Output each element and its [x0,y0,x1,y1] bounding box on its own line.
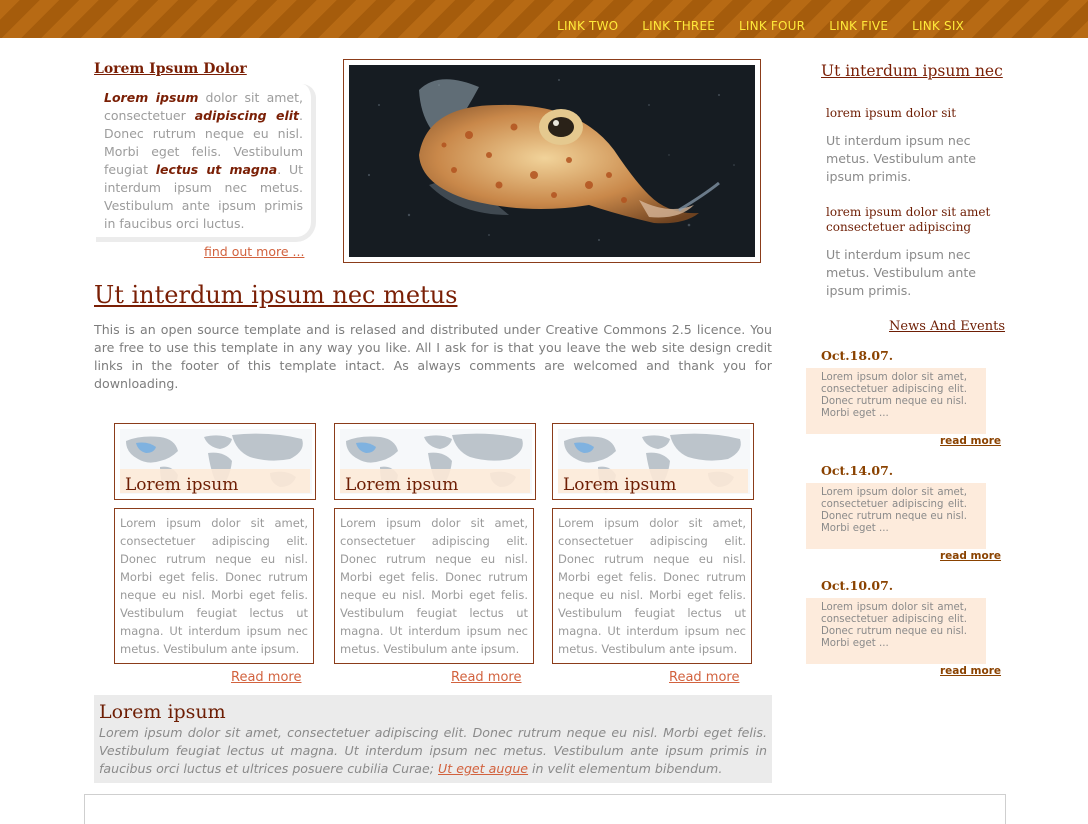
main-text: This is an open source template and is relased and distributed under Creative Commons 2.5 licence. You are free to use this template in any way you like. All I ask for is that you leave the web site design credit links in the footer of this template intact. As always comments are welcomed and thank you for downloading. [94,322,772,391]
sidebar-subheading: lorem ipsum dolor sit [826,106,957,120]
note-inline-link[interactable]: Ut eget augue [438,761,529,776]
find-out-more-link[interactable]: find out more ... [204,244,305,259]
card-title: Lorem ipsum [563,475,677,495]
news-read-more-link[interactable]: read more [940,665,1002,677]
intro-text-part: . Donec rutrum neque eu nisl. Morbi eget felis. Vestibulum feugiat [104,108,303,177]
card-title: Lorem ipsum [125,475,239,495]
sidebar-text: Ut interdum ipsum nec metus. Vestibulum ante ipsum primis. [826,133,976,184]
news-date: Oct.14.07. [821,463,894,478]
card-header [114,423,316,500]
news-read-more-link[interactable]: read more [940,550,1002,562]
intro-emphasis: lectus ut magna [155,162,278,177]
news-read-more-link[interactable]: read more [940,435,1002,447]
note-text [99,724,767,778]
news-summary: Lorem ipsum dolor sit amet, consectetuer adipiscing elit. Donec rutrum neque eu nisl. Morbi eget ... [806,368,986,434]
main-title[interactable]: Ut interdum ipsum nec metus [94,281,458,309]
hero-image-frame [343,59,761,263]
nav-link-three[interactable]: LINK THREE [642,19,716,33]
footer [84,794,1006,824]
squid-photo [349,65,755,257]
intro-text-part: . Ut interdum ipsum nec metus. Vestibulum ante ipsum primis in faucibus orci luctus. [104,162,303,231]
intro-text [104,89,303,233]
news-date: Oct.10.07. [821,578,894,593]
intro-title[interactable]: Lorem Ipsum Dolor [94,61,247,77]
news-summary: Lorem ipsum dolor sit amet, consectetuer adipiscing elit. Donec rutrum neque eu nisl. Morbi eget ... [806,598,986,664]
card-header [552,423,754,500]
read-more-link[interactable]: Read more [669,670,740,685]
read-more-link[interactable]: Read more [451,670,522,685]
intro-emphasis: Lorem ipsum [104,90,199,105]
news-events-title[interactable]: News And Events [889,319,1006,334]
card-header [334,423,536,500]
read-more-link[interactable]: Read more [231,670,302,685]
nav-link-four[interactable]: LINK FOUR [739,19,806,33]
nav-link-six[interactable]: LINK SIX [912,19,964,33]
top-navigation [557,19,964,33]
note-text-part: Lorem ipsum dolor sit amet, consectetuer adipiscing elit. Donec rutrum neque eu nisl. Morbi eget felis. Vestibulum feugiat lectus ut magna. Ut interdum ipsum nec metus. Vestibulum ante ipsum primis in faucibus orci luctus et ultrices posuere cubilia Curae; [99,725,767,776]
card-body-text: Lorem ipsum dolor sit amet, consectetuer adipiscing elit. Donec rutrum neque eu nisl. Morbi eget felis. Donec rutrum neque eu nisl. Morbi eget felis. Vestibulum feugiat lectus ut magna. Ut interdum ipsum nec metus. Vestibulum ante ipsum. [114,508,314,664]
card-title: Lorem ipsum [345,475,459,495]
intro-emphasis: adipiscing elit [194,108,300,123]
sidebar-text: Ut interdum ipsum nec metus. Vestibulum ante ipsum primis. [826,247,976,298]
nav-link-two[interactable]: LINK TWO [557,19,619,33]
highlight-note [94,695,772,783]
note-title: Lorem ipsum [99,701,226,723]
note-text-part: in velit elementum bibendum. [528,761,723,776]
news-summary: Lorem ipsum dolor sit amet, consectetuer adipiscing elit. Donec rutrum neque eu nisl. Morbi eget ... [806,483,986,549]
header-bar [0,0,1088,38]
card-body-text: Lorem ipsum dolor sit amet, consectetuer adipiscing elit. Donec rutrum neque eu nisl. Morbi eget felis. Donec rutrum neque eu nisl. Morbi eget felis. Vestibulum feugiat lectus ut magna. Ut interdum ipsum nec metus. Vestibulum ante ipsum. [334,508,534,664]
news-date: Oct.18.07. [821,348,894,363]
nav-link-five[interactable]: LINK FIVE [829,19,889,33]
sidebar-subheading: lorem ipsum dolor sit amet consectetuer adipiscing [826,205,991,234]
sidebar-title[interactable]: Ut interdum ipsum nec [821,62,1003,80]
card-body-text: Lorem ipsum dolor sit amet, consectetuer adipiscing elit. Donec rutrum neque eu nisl. Morbi eget felis. Donec rutrum neque eu nisl. Morbi eget felis. Vestibulum feugiat lectus ut magna. Ut interdum ipsum nec metus. Vestibulum ante ipsum. [552,508,752,664]
intro-text-part: dolor sit amet, consectetuer [104,90,303,123]
